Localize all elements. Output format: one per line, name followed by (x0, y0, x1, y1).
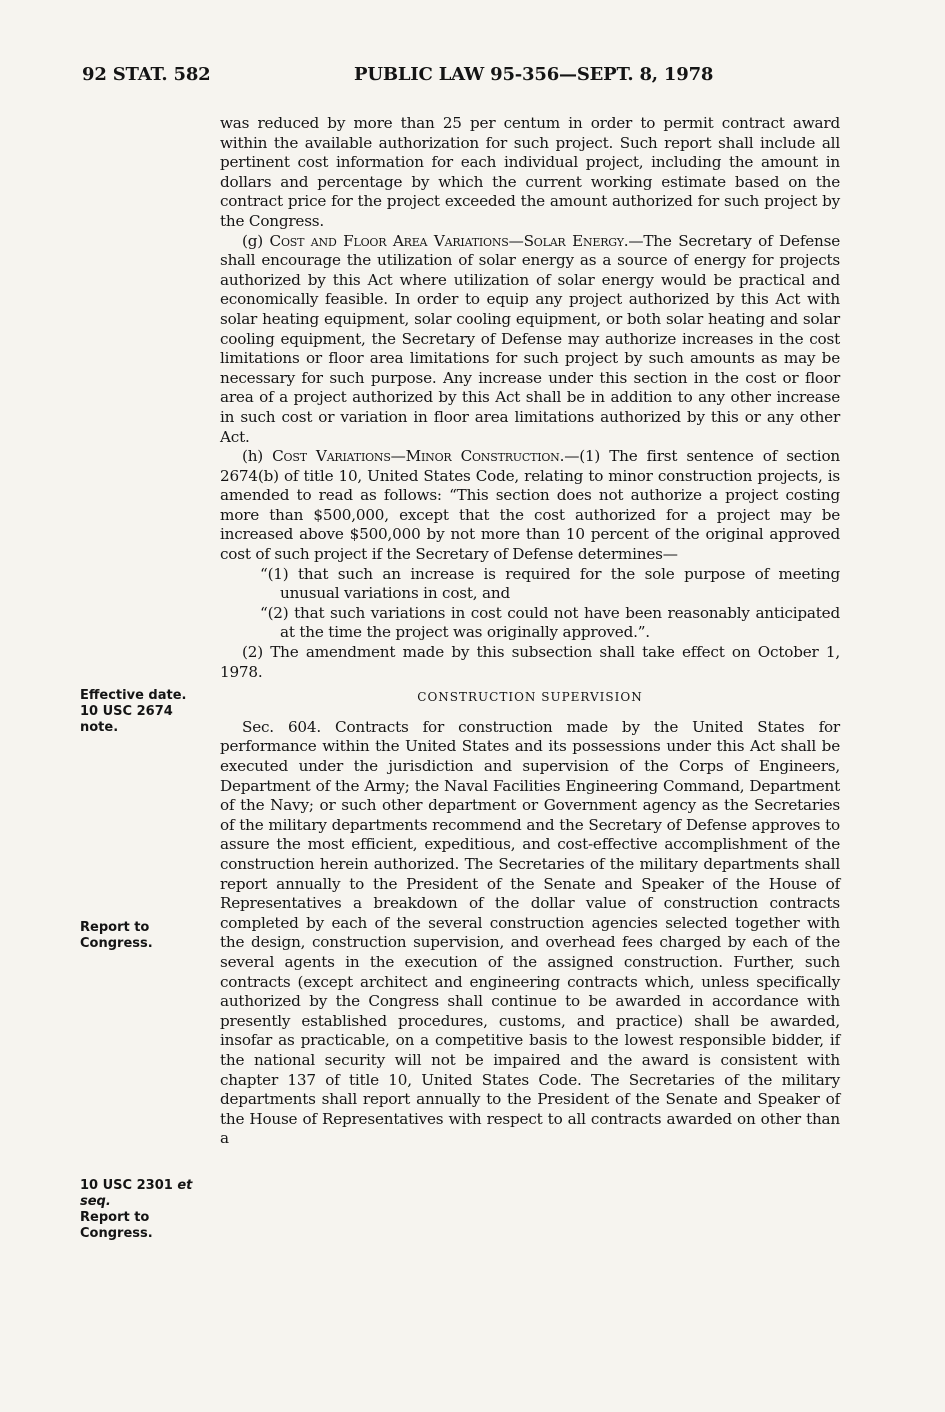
margin-note-line: Congress. (80, 1226, 153, 1241)
subsection-h-heading: Cost Variations—Minor Construction. (272, 447, 565, 466)
margin-note-italic: et (177, 1178, 193, 1193)
margin-note-line: Report to (80, 1210, 150, 1225)
quoted-clause-2: “(2) that such variations in cost could not have been reasonably anticipated at the time the project was originally approved.”. (260, 603, 840, 642)
margin-note-usc-2301 (80, 1178, 200, 1242)
section-heading: CONSTRUCTION SUPERVISION (417, 690, 643, 705)
page-header (82, 64, 842, 90)
paragraph-subsection-g: (g) Cost and Floor Area Variations—Solar Energy.—The Secretary of Defense shall encourage the utilization of solar energy as a source of energy for projects authorized by this Act where utilization of solar energy would be practical and economically feasible. In order to equip any project authorized by this Act with solar heating equipment, solar cooling equipment, or both solar heating and solar cooling equipment, the Secretary of Defense may authorize increases in the cost limitations or floor area limitations for such project by such amounts as may be necessary for such purpose. Any increase under this section in the cost or floor area of a project authorized by this Act shall be in addition to any other increase in such cost or variation in floor area limitations authorized by this or any other Act. (220, 231, 840, 446)
margin-note-line: Congress. (80, 936, 153, 951)
paragraph-continuation: was reduced by more than 25 per centum in order to permit contract award within the available authorization for such project. Such report shall include all pertinent cost information for each individual project, including the amount in dollars and percentage by which the current working estimate based on the contract price for the project exceeded the amount authorized for such project by the Congress. (220, 114, 840, 230)
margin-note-report-to-congress (80, 920, 200, 952)
margin-note-line: note. (80, 720, 119, 735)
paragraph-sec-604: Sec. 604. Contracts for construction made by the United States for performance within the United States and its possessions under this Act shall be executed under the jurisdiction and supervision of the Corps of Engineers, Department of the Army; the Naval Facilities Engineering Command, Department of the Navy; or such other department or Government agency as the Secretaries of the military departments recommend and the Secretary of Defense approves to assure the most efficient, expeditious, and cost-effective accomplishment of the construction herein authorized. The Secretaries of the military departments shall report annually to the President of the Senate and Speaker of the House of Representatives a breakdown of the dollar value of construction contracts completed by each of the several construction agencies selected together with the design, construction supervision, and overhead fees charged by each of the several agents in the execution of the assigned construction. Further, such contracts (except architect and engineering contracts which, unless specifically authorized by the Congress shall continue to be awarded in accordance with presently established procedures, customs, and practice) shall be awarded, insofar as practicable, on a competitive basis to the lowest responsible bidder, if the national security will not be impaired and the award is consistent with chapter 137 of title 10, United States Code. The Secretaries of the military departments shall report annually to the President of the Senate and Speaker of the House of Representatives with respect to all contracts awarded on other than a (220, 717, 840, 1148)
margin-note-effective-date (80, 688, 200, 736)
margin-note-line: 10 USC 2674 (80, 704, 173, 719)
margin-note-italic: seq. (80, 1194, 111, 1209)
margin-note-line: Report to (80, 920, 150, 935)
subsection-g-heading: Cost and Floor Area Variations—Solar Energy. (269, 231, 629, 250)
paragraph-subsection-h: (h) Cost Variations—Minor Construction.—(1) The first sentence of section 2674(b) of title 10, United States Code, relating to minor construction projects, is amended to read as follows: “This section does not authorize a project costing more than $500,000, except that the cost authorized for a project may be increased above $500,000 by not more than 10 percent of the original approved cost of such project if the Secretary of Defense determines— (220, 447, 840, 564)
margin-note-line: Effective date. (80, 688, 187, 703)
paragraph-h2: (2) The amendment made by this subsection shall take effect on October 1, 1978. (220, 643, 840, 681)
margin-note-line (80, 1194, 200, 1210)
statute-page-number: 92 STAT. 582 (82, 64, 211, 85)
quoted-clause-1: “(1) that such an increase is required for the sole purpose of meeting unusual variations in cost, and (260, 564, 840, 603)
margin-note-line: 10 USC 2301 et (80, 1178, 193, 1193)
page-body (220, 114, 840, 1149)
page-title: PUBLIC LAW 95-356—SEPT. 8, 1978 (354, 64, 714, 85)
